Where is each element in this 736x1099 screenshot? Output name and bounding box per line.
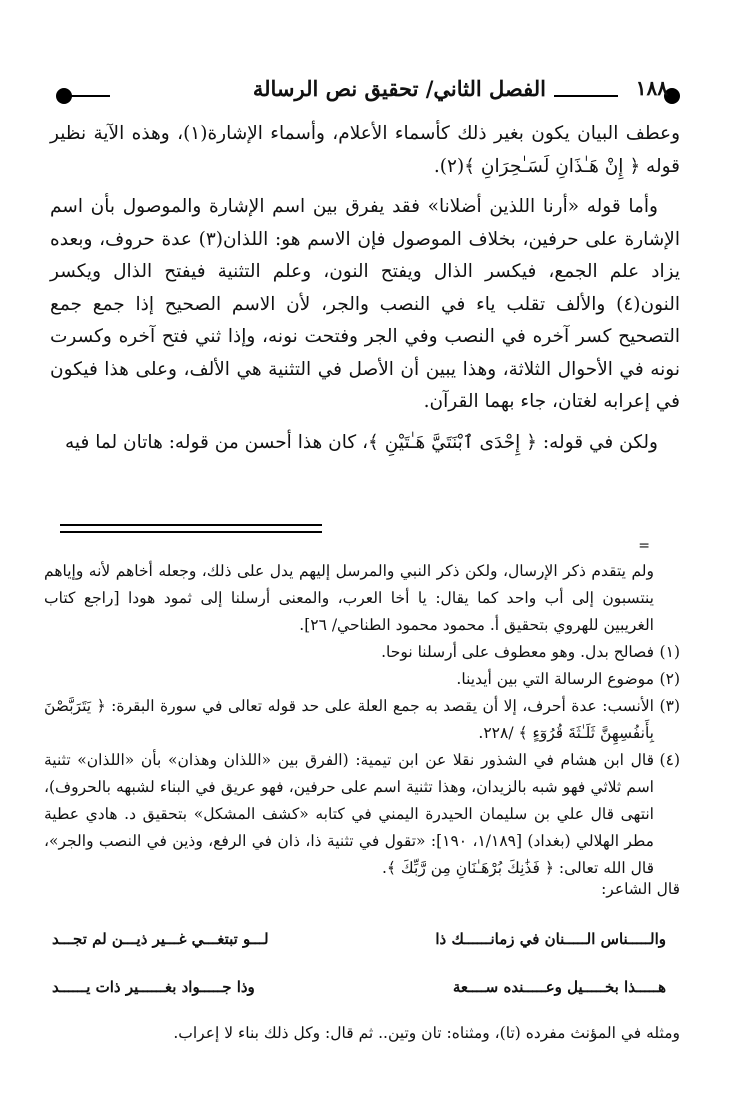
footnote-text: فصالح بدل. وهو معطوف على أرسلنا نوحا. [381, 643, 654, 661]
footnote-number: (١) [659, 643, 680, 661]
poem-verse [44, 978, 680, 1008]
paragraph-2: وأما قوله «أرنا اللذين أضلانا» فقد يفرق بين اسم الإشارة والموصول بأن اسم الإشارة على حرفين، بخلاف الموصول فإن الاسم هو: اللذان(٣) عدة حروف، وبعده يزاد علم الجمع، فيكسر الذال ويفتح النون، وعلم التثنية فيفتح الذال ويكسر النون(٤) والألف تقلب ياء في النصب والجر، لأن الاسم الصحيح إذا جمع جمع التصحيح كسر آخره في النصب وفي الجر وفتحت نونه، وإذا ثني فتح آخره وكسرت نونه في الأحوال الثلاثة، وهذا يبين أن الأصل في التثنية هي الألف، وعلى هذا فيكون في إعرابه لغتان، جاء بهما القرآن. [50, 196, 680, 412]
footnote-item [44, 666, 680, 693]
footnote-number: (٢) [659, 670, 680, 688]
page-header [58, 78, 678, 114]
poem-intro: قال الشاعر: [601, 880, 680, 898]
footnote-continuation: ولم يتقدم ذكر الإرسال، ولكن ذكر النبي والمرسل إليهم يدل على ذلك، وجعله أخاهم لأنه وإياهم ينتسبون إلى أب واحد كما يقال: يا أخا العرب، والمعنى أرسلنا إلى ثمود هودا [راجع كتاب الغريبين للهروي بتحقيق أ. محمود محمود الطناحي/ ٢٦]. [44, 562, 654, 634]
footnote-separator-bottom [60, 531, 322, 533]
footnote-separator-top [60, 524, 322, 526]
footnote-text: قال ابن هشام في الشذور نقلا عن ابن تيمية: (الفرق بين «اللذان وهذان» بأن «اللذان» تثنية اسم ثلاثي فهو شبه بالزيدان، وهذا تثنية اسم على حرفين، فهو عريق في البناء لشبهه بالحروف)، انتهى قال علي بن سليمان الحيدرة اليمني في كتابه «كشف المشكل» بتحقيق د. هادي عطية مطر الهلالي (بغداد) [١/١٨٩، ١٩٠]: «تقول في تثنية ذا، ذان في الرفع، وذين في النصب والجر»، قال الله تعالى: ﴿ فَذَٰنِكَ بُرْهَـٰنَانِ مِن رَّبِّكَ ﴾. [44, 751, 654, 877]
footnote-number: (٤) [659, 751, 680, 769]
header-dot-left [56, 88, 72, 104]
footnote-text: الأنسب: عدة أحرف، إلا أن يقصد به جمع العلة على حد قوله تعالى في سورة البقرة: ﴿ يَتَرَبَّصْنَ بِأَنفُسِهِنَّ ثَلَـٰثَةَ قُرُوٓءٍ ﴾ /٢٢٨. [44, 697, 654, 742]
footnote-number: (٣) [659, 697, 680, 715]
poem-verse [44, 930, 680, 960]
continuation-marker: = [638, 538, 650, 554]
verse-second-hemistich: لـــو تبتغـــي غـــير ذيـــن لم تجـــد [52, 930, 269, 948]
main-text [50, 118, 680, 467]
verse-first-hemistich: والـــــناس الـــــنان في زمانــــــك ذا [435, 930, 666, 948]
footnote-text: موضوع الرسالة التي بين أيدينا. [456, 670, 654, 688]
header-rule-right [554, 95, 618, 97]
page-number: ١٨٨ [635, 76, 668, 100]
header-rule-left [70, 95, 110, 97]
paragraph-1: وعطف البيان يكون بغير ذلك كأسماء الأعلام، وأسماء الإشارة(١)، وهذه الآية نظير قوله ﴿ إِنْ هَـٰذَانِ لَسَـٰحِرَانِ ﴾(٢). [50, 123, 681, 177]
footnote-item [44, 693, 680, 747]
verse-second-hemistich: وذا جـــــواد بغــــــير ذات يــــــد [52, 978, 255, 996]
footnotes [44, 558, 680, 882]
footnote-item [44, 639, 680, 666]
paragraph-3: ولكن في قوله: ﴿ إِحْدَى ٱبْنَتَيَّ هَـٰتَيْنِ ﴾، كان هذا أحسن من قوله: هاتان لما فيه [64, 431, 658, 453]
footnote-closing: ومثله في المؤنث مفرده (تا)، ومثناه: تان وتين.. ثم قال: وكل ذلك بناء لا إعراب. [173, 1024, 680, 1042]
verse-first-hemistich: هـــــذا بخـــــيل وعـــــنده ســــعة [452, 978, 666, 996]
footnote-item [44, 747, 680, 882]
chapter-title: الفصل الثاني/ تحقيق نص الرسالة [252, 76, 546, 101]
